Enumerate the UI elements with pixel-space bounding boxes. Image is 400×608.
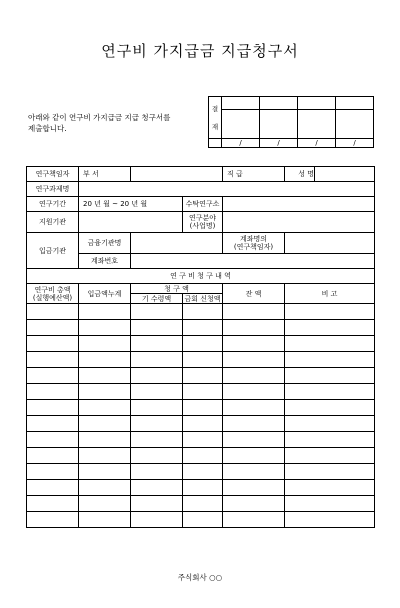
form-title: 연구비 가지급금 지급청구서 [101, 42, 299, 60]
claim-row[interactable] [27, 448, 375, 464]
account-no-label: 계좌번호 [79, 254, 131, 269]
approval-date-2: / [260, 139, 298, 148]
researcher-label: 연구책임자 [27, 167, 79, 182]
claim-row[interactable] [27, 464, 375, 480]
company-name: 주식회사 ○○ [177, 573, 223, 582]
deposit-org-label: 입금기관 [27, 233, 79, 269]
funding-org-label: 지원기관 [27, 212, 79, 233]
claim-form-table [26, 166, 375, 528]
approval-slot-2[interactable] [260, 97, 298, 110]
bank-name-label: 금융기관명 [79, 233, 131, 254]
dept-label: 부 서 [79, 167, 131, 182]
intro-line-1: 아래와 같이 연구비 가지급금 지급 청구서를 [28, 113, 171, 122]
approval-date-1: / [222, 139, 260, 148]
claim-row[interactable] [27, 368, 375, 384]
claim-row[interactable] [27, 496, 375, 512]
position-label: 직 급 [223, 167, 285, 182]
total-budget-header: 연구비 총액 (실행예산액) [27, 284, 79, 304]
field-field[interactable] [223, 212, 375, 233]
period-label: 연구기간 [27, 197, 79, 212]
approval-box [208, 96, 374, 148]
project-name-field[interactable] [79, 182, 375, 197]
deposit-total-header: 입금액누계 [79, 284, 131, 304]
intro-line-2: 제출합니다. [28, 124, 67, 133]
claim-row[interactable] [27, 416, 375, 432]
approval-date-3: / [298, 139, 336, 148]
this-claim-header: 금회 신청액 [184, 294, 221, 303]
note-header: 비 고 [285, 284, 375, 304]
period-field[interactable]: 20 년 월 ~ 20 년 월 [79, 197, 183, 212]
dept-field[interactable] [131, 167, 223, 182]
claim-row[interactable] [27, 480, 375, 496]
funding-org-field[interactable] [79, 212, 183, 233]
claim-row[interactable] [27, 352, 375, 368]
project-name-label: 연구과제명 [27, 182, 79, 197]
name-label: 성 명 [285, 167, 315, 182]
institute-label: 수탁연구소 [183, 197, 223, 212]
approval-slot-3[interactable] [298, 97, 336, 110]
approval-slot-1[interactable] [222, 97, 260, 110]
account-no-field[interactable] [131, 254, 375, 269]
intro-text [28, 112, 208, 134]
claim-row[interactable] [27, 400, 375, 416]
field-label: 연구분야 (사업명) [183, 212, 223, 233]
institute-field[interactable] [223, 197, 375, 212]
bank-name-field[interactable] [131, 233, 223, 254]
approval-slot-4[interactable] [336, 97, 374, 110]
claim-row[interactable] [27, 304, 375, 320]
claim-header: 청 구 액 [131, 284, 223, 294]
claim-row[interactable] [27, 432, 375, 448]
claim-row[interactable] [27, 512, 375, 528]
claim-row[interactable] [27, 320, 375, 336]
claim-section-title: 연 구 비 청 구 내 역 [27, 269, 375, 284]
name-field[interactable] [315, 167, 375, 182]
claim-row[interactable] [27, 336, 375, 352]
already-received-header: 기 수령액 [131, 294, 183, 304]
approval-label: 결 재 [209, 97, 222, 139]
approval-date-4: / [336, 139, 374, 148]
balance-header: 잔 액 [223, 284, 285, 304]
claim-row[interactable] [27, 384, 375, 400]
account-holder-field[interactable] [285, 233, 375, 254]
account-holder-label: 계좌명의 (연구책임자) [223, 233, 285, 254]
